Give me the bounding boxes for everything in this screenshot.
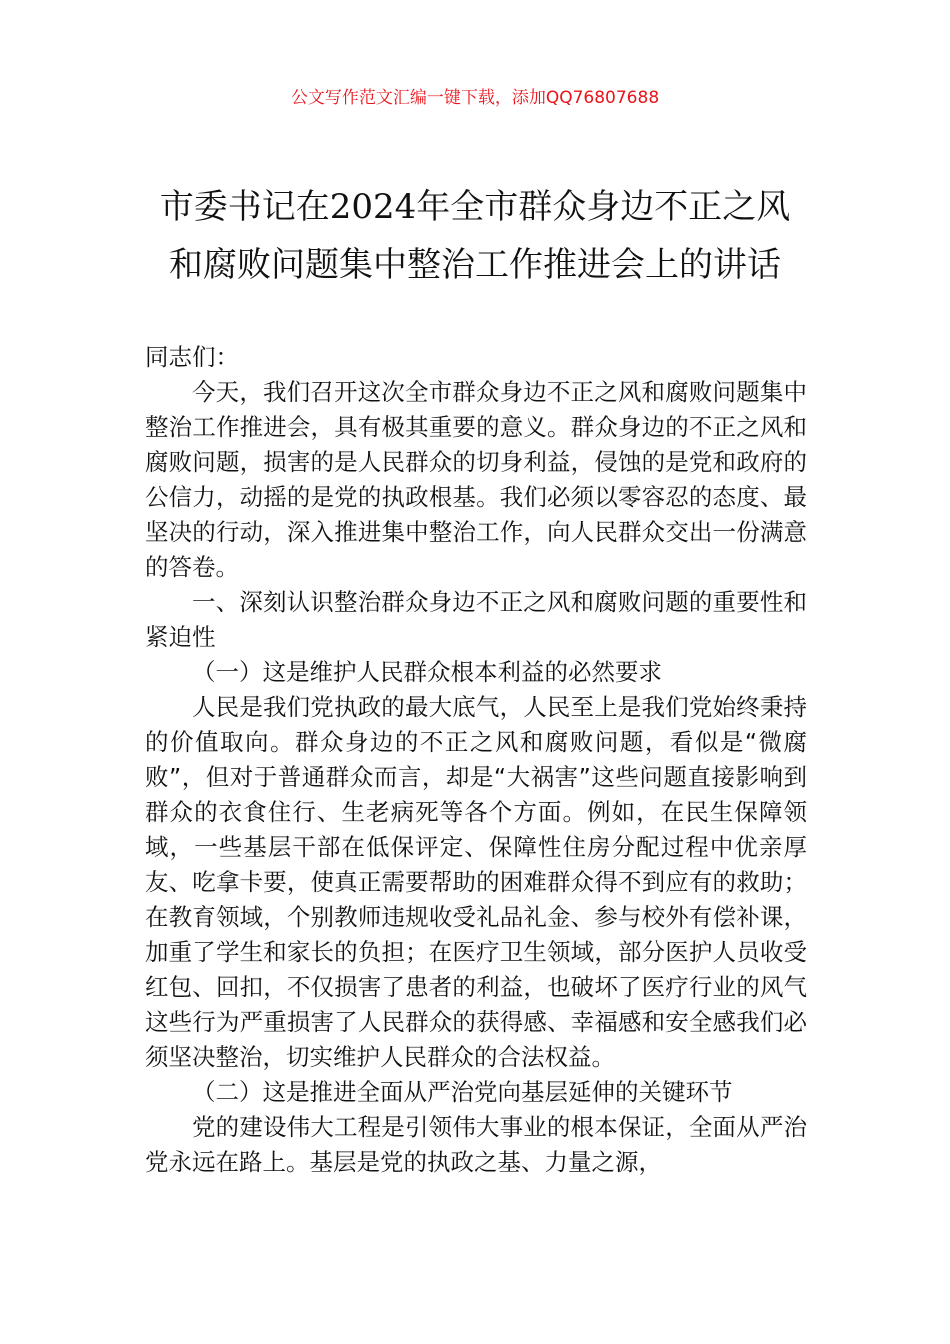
title-line-1: 市委书记在2024年全市群众身边不正之风 xyxy=(159,187,791,227)
paragraph-subsection-2: 党的建设伟大工程是引领伟大事业的根本保证，全面从严治党永远在路上。基层是党的执政之基、力量之源， xyxy=(145,1113,807,1176)
paragraph-intro: 今天，我们召开这次全市群众身边不正之风和腐败问题集中整治工作推进会，具有极其重要的意义。群众身边的不正之风和腐败问题，损害的是人民群众的切身利益，侵蚀的是党和政府的公信力，动摇的是党的执政根基。我们必须以零容忍的态度、最坚决的行动，深入推进集中整治工作，向人民群众交出一份满意的答卷。 xyxy=(145,378,807,581)
header-ad-text: 公文写作范文汇编一键下载，添加QQ76807688 xyxy=(290,88,660,108)
salutation: 同志们： xyxy=(145,343,239,371)
section-heading-1: 一、深刻认识整治群众身边不正之风和腐败问题的重要性和紧迫性 xyxy=(145,588,807,651)
title-line-2: 和腐败问题集中整治工作推进会上的讲话 xyxy=(169,245,781,285)
subsection-heading-1: （一）这是维护人民群众根本利益的必然要求 xyxy=(192,658,662,686)
document-title xyxy=(100,178,850,294)
subsection-heading-2: （二）这是推进全面从严治党向基层延伸的关键环节 xyxy=(192,1078,733,1106)
paragraph-subsection-1: 人民是我们党执政的最大底气，人民至上是我们党始终秉持的价值取向。群众身边的不正之风和腐败问题，看似是“微腐败”，但对于普通群众而言，却是“大祸害”这些问题直接影响到群众的衣食住行、生老病死等各个方面。例如，在民生保障领域，一些基层干部在低保评定、保障性住房分配过程中优亲厚友、吃拿卡要，使真正需要帮助的困难群众得不到应有的救助；在教育领域，个别教师违规收受礼品礼金、参与校外有偿补课，加重了学生和家长的负担；在医疗卫生领域，部分医护人员收受红包、回扣，不仅损害了患者的利益，也破坏了医疗行业的风气这些行为严重损害了人民群众的获得感、幸福感和安全感我们必须坚决整治，切实维护人民群众的合法权益。 xyxy=(145,693,807,1071)
document-body xyxy=(145,340,807,1180)
